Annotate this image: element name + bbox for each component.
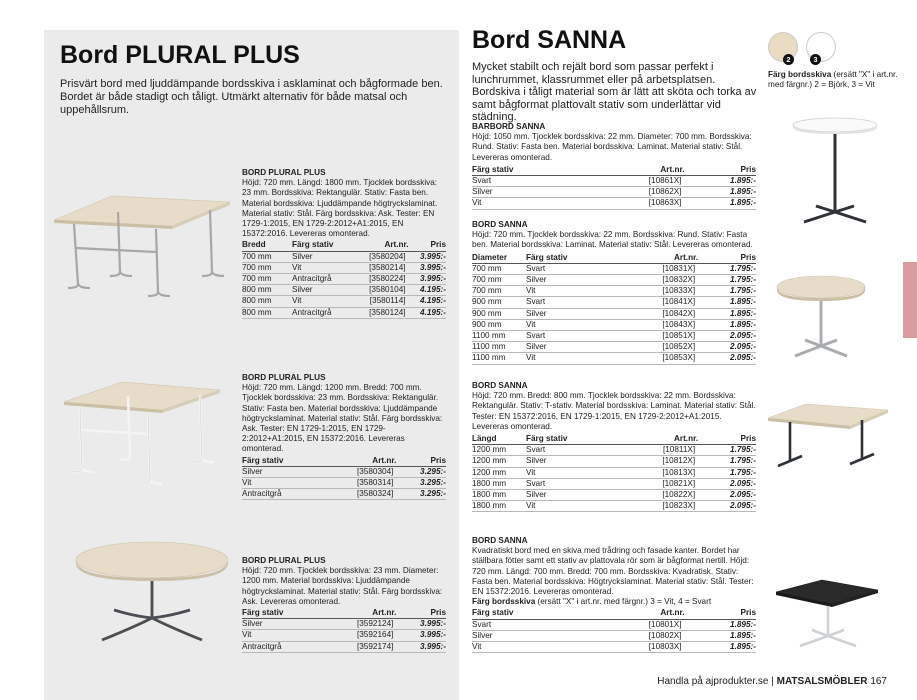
cell-price: 3.995:- — [409, 251, 446, 262]
plural-rect-short-title: BORD PLURAL PLUS — [242, 373, 326, 382]
header-pris: Pris — [396, 608, 446, 619]
cell: 1200 mm — [472, 445, 526, 456]
table-row — [242, 630, 446, 641]
cell-artnr: [10823X] — [618, 501, 698, 512]
cell-price: 1.795:- — [698, 286, 756, 297]
cell-artnr: [3580224] — [352, 274, 409, 285]
header-farg: Färg stativ — [242, 608, 321, 619]
cell-artnr: [10802X] — [586, 630, 685, 641]
cell: 900 mm — [472, 308, 526, 319]
cell: 700 mm — [242, 274, 292, 285]
table-row — [472, 445, 756, 456]
table-row — [242, 296, 446, 307]
cell-price: 1.895:- — [685, 187, 756, 198]
plural-round-block — [242, 556, 446, 653]
cell-artnr: [10862X] — [586, 187, 685, 198]
cell-artnr: [10803X] — [586, 642, 685, 653]
sanna-barbord-table — [472, 165, 756, 210]
cell-price: 1.895:- — [698, 297, 756, 308]
cell-price: 1.895:- — [685, 198, 756, 209]
cell-price: 4.195:- — [409, 307, 446, 318]
cell-artnr: [3592174] — [321, 641, 396, 652]
cell-price: 1.795:- — [698, 456, 756, 467]
header-farg: Färg stativ — [242, 456, 321, 467]
plural-rect-long-image — [52, 188, 232, 300]
table-row — [242, 274, 446, 285]
cell-price: 3.295:- — [396, 466, 446, 477]
cell: 700 mm — [472, 263, 526, 274]
cell: Silver — [242, 619, 321, 630]
cell-artnr: [3580114] — [352, 296, 409, 307]
cell: Vit — [526, 501, 618, 512]
cell-artnr: [10853X] — [618, 353, 698, 364]
cell: 700 mm — [242, 251, 292, 262]
cell-artnr: [3580214] — [352, 262, 409, 273]
cell: Svart — [472, 176, 586, 187]
table-row — [472, 263, 756, 274]
cell-price: 3.295:- — [396, 478, 446, 489]
table-row — [472, 353, 756, 364]
cell: Silver — [526, 456, 618, 467]
cell-artnr: [3580124] — [352, 307, 409, 318]
cell: Svart — [526, 445, 618, 456]
plural-rect-long-block — [242, 168, 446, 319]
cell-price: 4.195:- — [409, 296, 446, 307]
sanna-rect-desc: Höjd: 720 mm. Bredd: 800 mm. Tjocklek bordsskiva: 22 mm. Bordsskiva: Rektangulär. Stativ: T-stativ. Material bordsskiva: Laminat. Material stativ: Stål. Tester: EN 15372:2016, EN 1729-1:2015, EN 1729-2:2012+A1:2015. Levereras omonterad. — [472, 391, 756, 431]
cell-artnr: [10832X] — [618, 275, 698, 286]
sanna-rect-table — [472, 434, 756, 512]
plural-rect-long-desc: Höjd: 720 mm. Längd: 1800 mm. Tjocklek bordsskiva: 23 mm. Bordsskiva: Rektangulär. Stativ: Fasta ben. Material bordsskiva: Ljuddämpande högtryckslaminat. Material stativ: Stål. Färg bordsskiva: Ask. Tester: EN 1729-1:2015, EN 1729-2:2012+A1:2015, EN 15372:2016. Levereras omonterad. — [242, 178, 438, 239]
cell: 1100 mm — [472, 353, 526, 364]
cell: Silver — [292, 285, 352, 296]
sanna-square-block — [472, 536, 756, 653]
cell: 1800 mm — [472, 501, 526, 512]
table-row — [472, 630, 756, 641]
cell: Silver — [472, 630, 586, 641]
sanna-rect-image — [766, 400, 890, 476]
cell-price: 1.795:- — [698, 445, 756, 456]
header-artnr: Art.nr. — [352, 240, 409, 251]
cell: Vit — [292, 296, 352, 307]
cell-artnr: [10863X] — [586, 198, 685, 209]
footer-separator: | — [771, 676, 774, 687]
cell: Silver — [526, 490, 618, 501]
cell-price: 3.995:- — [396, 630, 446, 641]
sanna-round-desc: Höjd: 720 mm. Tjocklek bordsskiva: 22 mm. Bordsskiva: Rund. Stativ: Fasta ben. Material bordsskiva: Laminat. Material stativ: Stål. Levereras omonterad. — [472, 230, 753, 250]
cell: Svart — [526, 297, 618, 308]
cell: 800 mm — [242, 307, 292, 318]
table-row — [472, 198, 756, 209]
table-row — [472, 619, 756, 630]
cell: Svart — [472, 619, 586, 630]
table-row — [242, 466, 446, 477]
cell-artnr: [10842X] — [618, 308, 698, 319]
table-row — [472, 275, 756, 286]
cell: Silver — [292, 251, 352, 262]
sanna-round-block — [472, 220, 756, 365]
header-pris: Pris — [698, 434, 756, 445]
cell-price: 1.795:- — [698, 275, 756, 286]
cell: 1200 mm — [472, 456, 526, 467]
table-header — [242, 608, 446, 619]
cell: Silver — [526, 308, 618, 319]
header-artnr: Art.nr. — [618, 253, 698, 264]
cell-artnr: [10801X] — [586, 619, 685, 630]
table-header — [472, 253, 756, 264]
sanna-barbord-title: BARBORD SANNA — [472, 122, 546, 131]
plural-intro: Prisvärt bord med ljuddämpande bordsskiva i asklaminat och bågformade ben. Bordet är både stadigt och tåligt. Utmärkt alternativ för både matsal och uppehållsrum. — [60, 78, 443, 116]
page-footer — [657, 676, 887, 687]
plural-round-image — [72, 538, 232, 648]
header-diameter: Diameter — [472, 253, 526, 264]
cell-artnr: [10833X] — [618, 286, 698, 297]
header-farg: Färg stativ — [472, 165, 586, 176]
plural-round-title: BORD PLURAL PLUS — [242, 556, 326, 565]
header-artnr: Art.nr. — [618, 434, 698, 445]
sanna-square-image — [772, 574, 882, 652]
sanna-rect-title: BORD SANNA — [472, 381, 528, 390]
header-bredd: Bredd — [242, 240, 292, 251]
cell-artnr: [10822X] — [618, 490, 698, 501]
cell: Silver — [242, 466, 321, 477]
header-farg: Färg stativ — [292, 240, 352, 251]
cell-artnr: [10811X] — [618, 445, 698, 456]
sanna-title: Bord SANNA — [472, 26, 627, 54]
table-header — [472, 165, 756, 176]
cell-artnr: [3580324] — [321, 489, 396, 500]
cell-price: 2.095:- — [698, 490, 756, 501]
plural-rect-short-image — [60, 378, 225, 486]
cell: 1100 mm — [472, 331, 526, 342]
cell-price: 1.795:- — [698, 263, 756, 274]
plural-rect-long-table — [242, 240, 446, 318]
sanna-round-image — [775, 274, 867, 364]
cell-price: 1.895:- — [698, 319, 756, 330]
cell: Vit — [526, 286, 618, 297]
cell: 1800 mm — [472, 478, 526, 489]
header-farg: Färg stativ — [526, 434, 618, 445]
plural-title: Bord PLURAL PLUS — [60, 41, 300, 69]
cell: Svart — [526, 331, 618, 342]
table-row — [472, 297, 756, 308]
cell-price: 3.995:- — [409, 262, 446, 273]
cell: Silver — [472, 187, 586, 198]
cell-price: 1.795:- — [698, 467, 756, 478]
cell-price: 2.095:- — [698, 353, 756, 364]
cell: Silver — [526, 275, 618, 286]
plural-round-table — [242, 608, 446, 653]
cell-price: 1.895:- — [685, 630, 756, 641]
cell-artnr: [3592164] — [321, 630, 396, 641]
cell-price: 1.895:- — [685, 619, 756, 630]
cell: 700 mm — [242, 262, 292, 273]
table-row — [242, 251, 446, 262]
table-row — [242, 489, 446, 500]
table-row — [242, 262, 446, 273]
cell-price: 1.895:- — [698, 308, 756, 319]
cell-artnr: [10831X] — [618, 263, 698, 274]
cell: 900 mm — [472, 297, 526, 308]
cell: Antracitgrå — [292, 307, 352, 318]
footer-section: MATSALSMÖBLER — [776, 676, 868, 687]
cell-price: 4.195:- — [409, 285, 446, 296]
cell-price: 2.095:- — [698, 501, 756, 512]
header-pris: Pris — [685, 608, 756, 619]
plural-rect-short-table — [242, 456, 446, 501]
cell-artnr: [10861X] — [586, 176, 685, 187]
header-artnr: Art.nr. — [321, 608, 396, 619]
table-row — [472, 478, 756, 489]
table-row — [472, 490, 756, 501]
table-row — [472, 187, 756, 198]
sanna-rect-block — [472, 381, 756, 512]
header-pris: Pris — [396, 456, 446, 467]
cell-price: 1.895:- — [685, 176, 756, 187]
cell-artnr: [10812X] — [618, 456, 698, 467]
sanna-barbord-desc: Höjd: 1050 mm. Tjocklek bordsskiva: 22 mm. Diameter: 700 mm. Bordsskiva: Rund. Stativ: Fasta ben. Material bordsskiva: Laminat. Material stativ: Stål. Levereras omonterad. — [472, 132, 752, 162]
cell: 800 mm — [242, 285, 292, 296]
sanna-barbord-block — [472, 122, 756, 210]
table-row — [472, 176, 756, 187]
table-header — [242, 456, 446, 467]
cell: 1100 mm — [472, 342, 526, 353]
cell-artnr: [10843X] — [618, 319, 698, 330]
table-row — [242, 641, 446, 652]
cell: Vit — [292, 262, 352, 273]
cell-price: 2.095:- — [698, 342, 756, 353]
finish-text: (ersätt "X" i art.nr. med färgnr.) 2 = Björk, 3 = Vit — [768, 70, 898, 89]
table-row — [472, 642, 756, 653]
plural-rect-short-desc: Höjd: 720 mm. Längd: 1200 mm. Bredd: 700 mm. Tjocklek bordsskiva: 23 mm. Bordsskiva: Rektangulär. Stativ: Fasta ben. Material bordsskiva: Ljuddämpande högtryckslaminat. Material stativ: Stål. Färg bordsskiva: Ask. Tester: EN 1729-1:2015, EN 1729-2:2012+A1:2015, EN 15372:2016. Levereras omonterad. — [242, 383, 443, 454]
cell: 900 mm — [472, 319, 526, 330]
sanna-square-title: BORD SANNA — [472, 536, 528, 545]
cell-price: 1.895:- — [685, 642, 756, 653]
section-tab — [903, 262, 917, 338]
cell-artnr: [10851X] — [618, 331, 698, 342]
cell-artnr: [3580304] — [321, 466, 396, 477]
sanna-round-table — [472, 253, 756, 365]
table-header — [242, 240, 446, 251]
cell-price: 3.995:- — [396, 641, 446, 652]
table-row — [472, 456, 756, 467]
header-pris: Pris — [409, 240, 446, 251]
table-row — [472, 319, 756, 330]
table-row — [242, 307, 446, 318]
cell: Vit — [526, 353, 618, 364]
sanna-intro: Mycket stabilt och rejält bord som passar perfekt i lunchrummet, klassrummet eller på arbetsplatsen. Bordskiva i tåligt material som är lätt att sköta och torka av samt bågformat plattovalt stativ som underlättar vid städning. — [472, 61, 757, 123]
cell-artnr: [3580104] — [352, 285, 409, 296]
badge-3: 3 — [810, 54, 821, 65]
header-artnr: Art.nr. — [586, 608, 685, 619]
cell: 1800 mm — [472, 490, 526, 501]
cell-artnr: [10852X] — [618, 342, 698, 353]
plural-rect-long-title: BORD PLURAL PLUS — [242, 168, 326, 177]
cell-price: 3.295:- — [396, 489, 446, 500]
header-farg: Färg stativ — [526, 253, 618, 264]
table-row — [472, 467, 756, 478]
sanna-barbord-image — [790, 116, 880, 228]
cell-artnr: [3592124] — [321, 619, 396, 630]
table-row — [472, 308, 756, 319]
cell-artnr: [10821X] — [618, 478, 698, 489]
table-header — [472, 434, 756, 445]
header-pris: Pris — [698, 253, 756, 264]
cell-price: 3.995:- — [396, 619, 446, 630]
sanna-square-finish-text: (ersätt "X" i art.nr. med färgnr.) 3 = Vit, 4 = Svart — [535, 597, 712, 607]
cell-price: 3.995:- — [409, 274, 446, 285]
cell: Svart — [526, 263, 618, 274]
cell-price: 2.095:- — [698, 478, 756, 489]
table-header — [472, 608, 756, 619]
cell: 800 mm — [242, 296, 292, 307]
cell-artnr: [10841X] — [618, 297, 698, 308]
cell: 700 mm — [472, 286, 526, 297]
plural-round-desc: Höjd: 720 mm. Tjocklek bordsskiva: 23 mm. Diameter: 1200 mm. Material bordsskiva: Ljuddämpande högtryckslaminat. Material stativ: Stål. Färg bordsskiva: Ask. Levereras omonterad. — [242, 566, 443, 606]
cell-artnr: [3580204] — [352, 251, 409, 262]
cell: Vit — [526, 467, 618, 478]
footer-page-number: 167 — [870, 676, 887, 687]
header-langd: Längd — [472, 434, 526, 445]
table-row — [242, 285, 446, 296]
cell: Antracitgrå — [242, 489, 321, 500]
plural-rect-short-block — [242, 373, 446, 500]
cell: Vit — [526, 319, 618, 330]
badge-2: 2 — [783, 54, 794, 65]
header-artnr: Art.nr. — [321, 456, 396, 467]
cell: Svart — [526, 478, 618, 489]
table-row — [472, 342, 756, 353]
sanna-square-table — [472, 608, 756, 653]
header-farg: Färg stativ — [472, 608, 586, 619]
table-row — [472, 501, 756, 512]
cell: 1200 mm — [472, 467, 526, 478]
sanna-square-finish — [472, 597, 756, 607]
finish-label: Färg bordsskiva — [768, 70, 832, 79]
cell: Silver — [526, 342, 618, 353]
cell: Vit — [242, 630, 321, 641]
sanna-round-title: BORD SANNA — [472, 220, 528, 229]
cell: 700 mm — [472, 275, 526, 286]
finish-info — [768, 70, 908, 90]
table-row — [472, 331, 756, 342]
table-row — [472, 286, 756, 297]
cell: Antracitgrå — [242, 641, 321, 652]
cell: Vit — [472, 642, 586, 653]
cell: Vit — [472, 198, 586, 209]
cell: Vit — [242, 478, 321, 489]
cell-price: 2.095:- — [698, 331, 756, 342]
cell-artnr: [10813X] — [618, 467, 698, 478]
table-row — [242, 478, 446, 489]
sanna-square-desc: Kvadratiskt bord med en skiva med trådring och fasade kanter. Bordet har ställbara fötter samt ett stativ av plattovala rör som är bågformat nertill. Höjd: 720 mm. Längd: 700 mm. Bredd: 700 mm. Bordsskiva: Kvadratisk. Stativ: Fasta ben. Material bordsskiva: Högtryckslaminat. Material stativ: Stål. Tester: EN 15372:2016. Levereras omonterad. — [472, 546, 754, 597]
finish-swatches — [768, 32, 818, 64]
cell-artnr: [3580314] — [321, 478, 396, 489]
cell: Antracitgrå — [292, 274, 352, 285]
sanna-square-finish-label: Färg bordsskiva — [472, 597, 536, 607]
header-pris: Pris — [685, 165, 756, 176]
header-artnr: Art.nr. — [586, 165, 685, 176]
table-row — [242, 619, 446, 630]
footer-site: Handla på ajprodukter.se — [657, 676, 769, 687]
